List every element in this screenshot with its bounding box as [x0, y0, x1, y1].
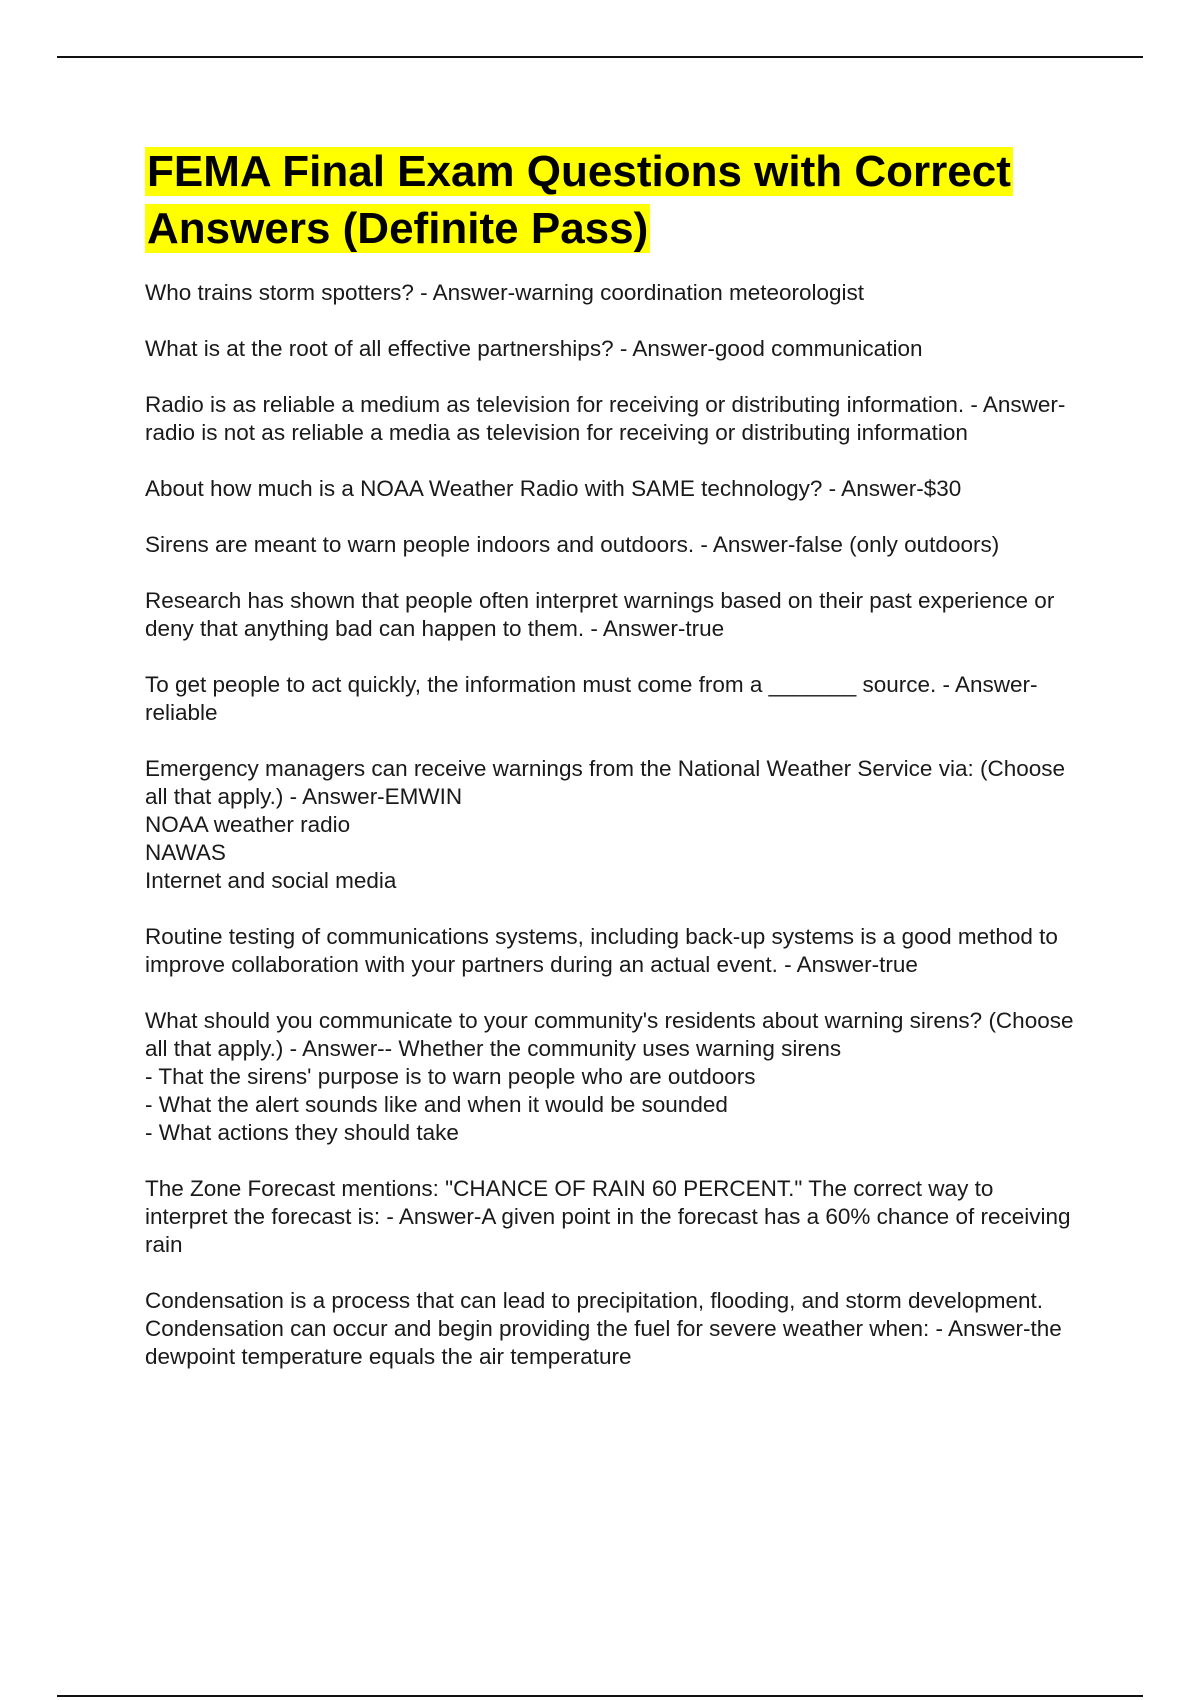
qa-item: Condensation is a process that can lead to precipitation, flooding, and storm development. Condensation can occur and begin providing the fuel for severe weather when: - Answer-the dewpoint temperature equals the air temperature: [145, 1288, 1062, 1369]
document-body: [145, 143, 1075, 1399]
document-title: [145, 143, 1075, 257]
qa-item: What should you communicate to your community's residents about warning sirens? (Choose all that apply.) - Answer-- Whether the community uses warning sirens - That the sirens' purpose is to warn people who are outdoors - What the alert sounds like and when it would be sounded - What actions they should take: [145, 1008, 1074, 1145]
qa-item: Sirens are meant to warn people indoors and outdoors. - Answer-false (only outdoors): [145, 532, 1000, 557]
qa-item: Routine testing of communications systems, including back-up systems is a good method to improve collaboration with your partners during an actual event. - Answer-true: [145, 924, 1058, 977]
qa-item: What is at the root of all effective partnerships? - Answer-good communication: [145, 336, 923, 361]
qa-item: To get people to act quickly, the information must come from a _______ source. - Answer-reliable: [145, 672, 1038, 725]
qa-item: Emergency managers can receive warnings from the National Weather Service via: (Choose all that apply.) - Answer-EMWIN NOAA weather radio NAWAS Internet and social media: [145, 756, 1066, 893]
title-highlight: FEMA Final Exam Questions with Correct Answers (Definite Pass): [147, 147, 1011, 253]
bottom-rule: [57, 1695, 1143, 1697]
qa-item: Who trains storm spotters? - Answer-warning coordination meteorologist: [145, 280, 865, 305]
qa-item: Research has shown that people often interpret warnings based on their past experience or deny that anything bad can happen to them. - Answer-true: [145, 588, 1055, 641]
qa-item: About how much is a NOAA Weather Radio with SAME technology? - Answer-$30: [145, 476, 962, 501]
top-rule: [57, 56, 1143, 58]
qa-item: Radio is as reliable a medium as television for receiving or distributing information. - Answer-radio is not as reliable a media as television for receiving or distributing information: [145, 392, 1066, 445]
qa-item: The Zone Forecast mentions: "CHANCE OF RAIN 60 PERCENT." The correct way to interpret the forecast is: - Answer-A given point in the forecast has a 60% chance of receiving rain: [145, 1176, 1071, 1257]
